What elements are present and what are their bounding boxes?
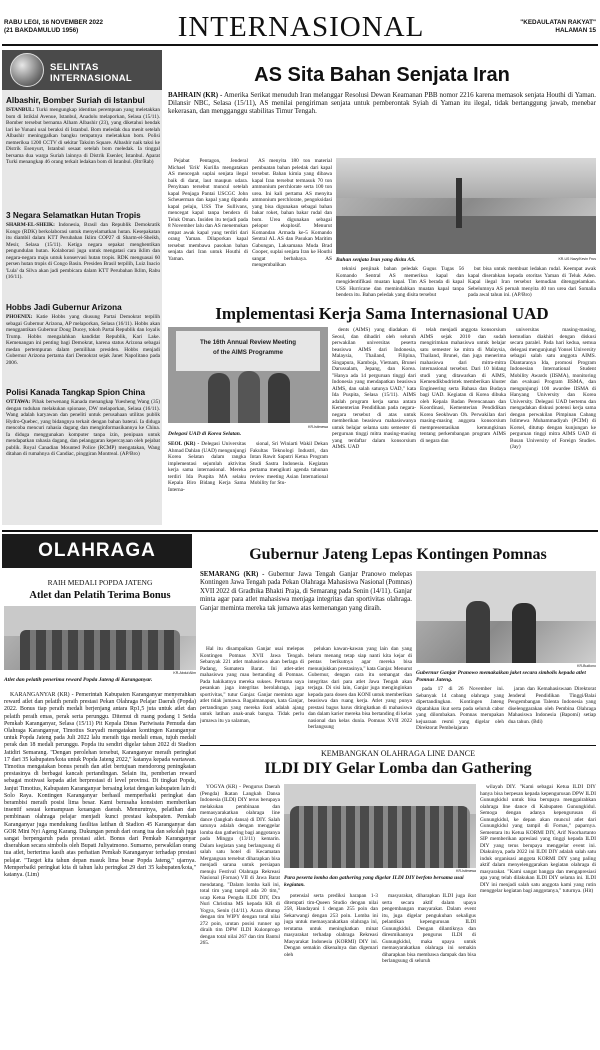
uad-banner-line1: The 16th Annual Review Meeting xyxy=(199,339,297,346)
diy-column-2b xyxy=(382,893,476,1044)
iran-lede xyxy=(168,91,596,156)
page-number: HALAMAN 15 xyxy=(555,27,596,34)
sidebar-story-4-dateline: OTTAWA: xyxy=(6,399,31,405)
iran-photo-deck xyxy=(336,216,596,254)
olahraga-banner xyxy=(2,534,192,568)
sidebar-story-1-title: Albashir, Bomber Suriah di Istanbul xyxy=(6,96,145,105)
pomnas-column-3 xyxy=(416,686,504,742)
diy-kicker: KEMBANGKAN OLAHRAGA LINE DANCE xyxy=(321,749,475,758)
pomnas-photo-credit: KR-Budiono xyxy=(577,664,596,668)
iran-headline: AS Sita Bahan Senjata Iran xyxy=(254,64,510,86)
uad-photo-banner xyxy=(176,331,320,371)
diy-column-3 xyxy=(480,784,596,1044)
diy-col2a-text: potensial serta prediksi harapan 1-3 ditempati tim-Queen Studio dengan nilai 258, Handayani 1 dengan 255 poin dan Sekarwangi dengan 253 poin. Lomba ini juga untuk memasyarakatkan olahraga ini, terutama untuk meningkatkan minat masyarakat terhadap olahraga Rekreasi Masyarakat Indonesia (KORMI) DIY ini. Dengan semakin dikenalnya dan digemari oleh xyxy=(284,893,378,958)
pomnas-col3-text: pada 17 di 26 November ini. Sebanyak 14 cabang olahraga yang dipertandingkan. Kontingen Jateng dipatahkan ikut serta pada seluruh cabor yang dilombakan. Pomnas merupakan kejuaraan resmi yang digelar oleh Direktorat Pembelajaran xyxy=(416,686,504,731)
sidebar-story-2-text: Indonesia, Brasil dan Republik Demokratik Kongo (RDK) berkolaborasi untuk menyelamatkan hutan. Kesepakatan itu diambil dalam KTT Perubahan Iklim COP27 di Sharm-el-Sheikh, Mesir, Selasa (15/11). Ketiga negara sepakat menghentikan pengundulan hutan. Kolaborasi juga untuk mengatasi cara iklim dan negara-negara maju untuk konservasi hutan tropis. RDK menguasai 60 persen hutan tropis di Congo Basin. Presiden Brasil terpilih, Luiz Inacio 'Lula' da Silva akan jadi pembicara dalam KTT Perubahan Iklim, Rabu (16/11). xyxy=(6,222,160,280)
uad-col5-text: universitas masing-masing, kemudian diakhiri dengan diskusi secara paralel. Pada hari kedua, semua delegasi mengunjungi Yonsei University sebagai salah satu anggota AIMS. Diantaranya Ida, promosi Program Indonesian International Student Mobility Awards (IISMA), monitoring dan evaluasi Program IISMA, dan mengunjungi 100 awardee IISMA di Hanyang University dan Korea University. Delegasi UAD bertemu dan mengadakan diskusi potensi kerja sama dengan perwakilan Pimpinan Cabang Istimewa Muhammadiyah (PCIM) di Korsel, ditutup dengan kunjungan ke perguruan tinggi mitra AIMS UAD di Busan University of Foreign Studies. (Jay) xyxy=(510,327,596,450)
uad-banner-line2: of the AIMS Programme xyxy=(213,349,283,356)
sidebar-story-2-dateline: SHARM-EL-SHEIK: xyxy=(6,222,55,228)
sidebar-story-4-body xyxy=(6,399,160,523)
iran-col1-text: Pejabat Pentagon, Jenderal Michael 'Erik' Kurilla mengatakan AS mencegah suplai senjata ilegal baik di darat, laut maupun udara. Penyitaan tersebut muncul setelah kapal Penjaga Pantai USCGC John Scheuerman dan kapal yang dipandu kapal pelaju, USS The Sullivans, mencegat kapal tanpa bendera di Teluk Oman. Insiden itu terjadi pada 8 November lalu dan AS menemukan empat awak kapal yang terdiri dari orang Yaman. Dilaporkan kapal tersebut membawa pasokan bahan senjata dari Iran untuk Houthi di Yaman. xyxy=(168,158,248,262)
pomnas-col1-text: Hal itu disampaikan Ganjar usai melepas Kontingen Pomnas XVII Jawa Tengah. Sebanyak 221 atlet mahasiswa akan berlaga di Padang, Sumatera Barat. Ini atlet-atlet mahasiswa yang mau bertanding di Pomnas. Pada hakikatnya mereka sukses. Pertama saya pesankan jaga integritas berolahraga, jaga sportivitas," tutur Ganjar. Ganjar meminta agar atlet tidak jumawa. Bagaimanapun, kata Ganjar, pertandingan yang mereka ikuti adalah ajang untuk latihan anak-anak bangsa. Tidak perlu jumawa itu ya salaman, xyxy=(200,646,304,724)
popda-body-text: KARANGANYAR (KR) - Pemerintah Kabupaten Karanganyar menyerahkan reward atlet dan pelatih peraih prestasi Pekan Olahraga Pelajar Daerah (Popda) 2022. Bonus tiap peraih medali berjenjang antara Rp1,5 juta untuk atlet dan pelatih peraih emas, perak serta perunggu. Ditemui di ruang podang 1 Setda Pemkab Karanganyar, Selasa (15/11) Pit Kepala Dinas Pariwisata Pemuda dan Olahraga Karanganyar, Timotius Suryadi mengatakan kontingen Karanganyar untuk Popda Jateng pada Juli 2022 lalu meraih tiga medali emas, tujuh medali perak dan 18 medali perunggu. Popda itu sendiri digelar tahun 2022 di Stadion Jatidiri Semarang. "Dengan perolehan tersebut, Karanganyar meraih peringkat 17 dari 35 kabupaten/kota untuk Popda Jateng 2022," katanya kepada wartawan. Timotius mengatakan bonus peraih dan atlet bertujuan mendorong peningkatan prestasinya di berbagai kancah pertandingan. Selain itu, pemberian reward sebagai motivasi kepada atlet berprestasi di level provinsi. Di tingkat Popda, Janjut Timotius, Kabupaten Karanganyar bersaing ketat dengan kabupaten lain di Solo Raya. Kontingen Karanganyar berhasil memperbaiki peringkat dan berambisi meraih posisi lima besar. Kami berusaha konsisten memberikan insentif sesuai kemampuan keuangan daerah. Menurutnya, pelatihan dan pembinaan olahraga pelajar menjadi kunci prestasi kabupaten. Pemkab Karanganyar juga mendukung fasilitas latihan di Stadion 45 Karanganyar dan GOR Mini Nyi Ageng Karang. Dukungan penuh dari orang tua dan sekolah juga sangat berpengaruh pada prestasi atlet. Bonus dari Pemkab Karanganyar diserahkan secara simbolis oleh Bupati Juliyatmono. Sumarno, perwakilan orang tua atlet, berterima kasih atas perhatian Pemkab Karanganyar terhadap prestasi pelajar. "Target kita tahun depan masuk lima besar Popda Jateng," ujarnya. Memperbaiki peringkat kita di tahun lalu peringkat 29 dari 35 kabupaten/kota," katanya. (Lim) xyxy=(4,692,196,879)
sidebar-selintas xyxy=(2,50,162,525)
uad-column-3 xyxy=(332,327,416,525)
uad-photo-person-2 xyxy=(238,371,260,423)
sidebar-story-4-title: Polisi Kanada Tangkap Spion China xyxy=(6,388,146,397)
uad-photo-credit: KR-Istimewa xyxy=(308,425,328,429)
iran-photo-caption: Bahan senjata Iran yang disita AS. xyxy=(336,257,416,263)
diy-photo xyxy=(284,784,476,868)
iran-col3-text: teknisi penjinak bahan peledak Gugus Tugas 56 Komando Sentral AS memeriksa kapal dan mengidentifikasi muatan kapal. Tim AS berada di kapal USS Hurricane dan memindahkan muatan kapal tanpa bendera itu. Bahan peledak yang disita tersebut xyxy=(336,266,464,298)
uad-headline: Implementasi Kerja Sama Internasional UAD xyxy=(215,304,549,323)
diy-divider xyxy=(200,745,596,746)
iran-column-1 xyxy=(168,158,248,298)
pomnas-photo-person-2 xyxy=(512,603,536,663)
popda-kicker: RAIH MEDALI POPDA JATENG xyxy=(47,578,153,587)
sidebar-story-4-text: Pihak berwenang Kanada menangkap Yuesheng Wang (35) dengan tuduhan melakukan spionase, DW melaporkan, Selasa (16/11). Wang adalah karyawan dan peneliti untuk perusahaan utilitas publik Hydro-Quebec, yang bidangnya terkait dengan bahan baterai. Ia diduga mencoba mencuri rahasia dagang dan menginformasikannya ke China. Ia diduga menggunakan komputer tanpa izin, penipuan untuk mendapatkan rahasia dagang, dan pelanggaran kepercayaan oleh pejabat publik. Royal Canadian Mounted Police (RCMP) mengatakan, Wang ditahan di rumahnya di Candiac, pinggiran Montreal. (AP/Bro) xyxy=(6,399,160,457)
diy-photo-caption: Para peserta lomba dan gathering yang digelar ILDI DIY berfoto bersama usai kegiatan. xyxy=(284,875,464,888)
pomnas-photo-person-1 xyxy=(466,601,490,663)
popda-photo-group xyxy=(20,630,180,670)
uad-photo-person-3 xyxy=(268,373,290,423)
sidebar-heading: SELINTAS INTERNASIONAL xyxy=(50,62,133,84)
pomnas-lede-dateline: SEMARANG (KR) - xyxy=(200,571,265,578)
iran-column-4 xyxy=(468,266,596,298)
iran-photo xyxy=(336,158,596,254)
popda-photo-caption: Atlet dan pelatih penerima reward Popda Jateng di Karanganyar. xyxy=(4,677,153,683)
section-divider xyxy=(2,530,598,532)
pomnas-column-4 xyxy=(508,686,596,742)
uad-photo-person-1 xyxy=(208,373,230,423)
uad-photo-caption: Delegasi UAD di Korea Selatan. xyxy=(168,431,242,437)
pomnas-col2-text: pelukan kawan-kawan yang lain dan yang belum menang tetap siap nanti kita kejar di pentas berikutnya agar mereka bisa menunjukkan prestasinya," kata Ganjar. Menurut Gubernur, dengan cara itu semangat dan integritas dari para atlet Jawa Tengah akan terjaga. Di sisi lain, Ganjar juga menginginkan kepada para dosen dan KONI untuk memberikan beasiswa dan ruang kerja. Atlet yang punya prestasi bagus harus ditingkatkan di mahasiswa dan dalam karier mereka bisa bertanding di kelas nasional dan kelas dunia. Pomnas XVII 2022 berlangsung xyxy=(308,646,412,730)
pomnas-lede-text: Gubernur Jawa Tengah Ganjar Pranowo melepas Kontingen Jawa Tengah pada Pekan Olahraga Mahasiswa Nasional (Pomnas) XVII 2022 di Gradhika Bhakti Praja, di Semarang pada Senin (14/11). Ganjar minta agar para atlet mahasiswa menjaga integritas dan sportivitas olahraga. Ganjar meminta mereka tak jumawa atas kemenangan yang diraih. xyxy=(200,571,412,612)
uad-col4-text: telah menjadi anggota konsorsium AIMS sejak 2010 dan sudah mengirimkan mahasiswa untuk belajar satu semester ke mitra di Malaysia, Thailand, Brunei, dan juga menerima mahasiswa dari mitra-mitra internasional tersebut. Dari 10 bidang studi yang ditawarkan di AIMS, Kemendikbudristek memberikan kluster Engineering serta Bahasa dan Budaya bagi UAD. Kegiatan di Korea dibuka oleh Kepala Badan Perencanaan dan Koordinasi, Kementerian Pendidikan Korea Seokhwan Oh. Perwakilan dari masing-masing anggota konsorsium mempresentasikan kemungkinan tentang perkembangan program AIMS di negara dan xyxy=(420,327,506,444)
sidebar-story-1-dateline: ISTANBUL: xyxy=(6,107,35,113)
iran-photo-crane xyxy=(456,178,462,228)
iran-column-3 xyxy=(336,266,464,298)
uad-column-5 xyxy=(510,327,596,525)
globe-icon xyxy=(10,53,44,87)
sidebar-story-1-body xyxy=(6,107,160,208)
uad-column-1 xyxy=(168,441,246,525)
uad-col2-text: sional, Sri Winiarti Wakil Dekan Fakultas Teknologi Industri, dan Intan Rawit Saputri Ketua Program Studi Sastra Indonesia. Kegiatan pertama mengikuti agenda tahunan review meeting Asian International Mobility for Stu- xyxy=(250,441,328,486)
uad-col3-text: dents (AIMS) yang diadakan di Seoul, dan dihadiri oleh seluruh perwakilan universitas peserta beasiswa AIMS dari Indonesia, Malaysia, Thailand, Filipina, Singapura, Kamboja, Vietnam, Brunei Darussalam, Jepang, dan Korea. "Hanya ada 14 perguruan tinggi dari Indonesia yang mendapatkan beasiswa AIMS, dan salah satunya UAD," kata Ida Puspita, Selasa (15/11). AIMS adalah program kerja sama antara Kementerian Pendidikan pada negara-negara tersebut di atas untuk memberikan beasiswa mahasiswanya untuk belajar selama satu semester di perguruan tinggi mitra masing-masing yang terdaftar dalam konsorsium AIMS. UAD xyxy=(332,327,416,450)
diy-headline: ILDI DIY Gelar Lomba dan Gathering xyxy=(264,760,532,777)
pomnas-column-2 xyxy=(308,646,412,742)
iran-photo-sky xyxy=(336,158,596,198)
diy-photo-group xyxy=(290,806,470,868)
uad-col1-text: Delegasi Universitas Ahmad Dahlan (UAD) mengunjungi Korea Selatan dalam rangka implementasi sejumlah aktivitas kerja sama internasional. Mereka terdiri Ida Puspita MA selaku Kepala Biro Bidang Kerja Sama Interna- xyxy=(168,441,246,493)
newspaper-name: "KEDAULATAN RAKYAT" xyxy=(520,19,596,26)
popda-headline: Atlet dan Pelatih Terima Bonus xyxy=(29,590,171,601)
pomnas-col4-text: jaran dan Kemahasiswaan Direktorat Jenderal Pendidikan Tinggi/Balai Pengembangan Talenta Indonesia yang diselenggarakan oleh Pembina Olahraga Mahasiswa Indonesia (Bapomi) setiap dua tahun. (Bdi) xyxy=(508,686,596,725)
sidebar-story-3-body xyxy=(6,314,160,384)
diy-col3-text: wilayah DIY. "Kami sebagai Ketua ILDI DIY hanya bisa berpesan kepada kepengurusan DPW ILDI Gunungkidul untuk bisa berupaya menggairahkan olahraga line dance di Kabupaten Gunungkidul. Semoga dengan adanya kepengurusan di Gunungkidul, ke depan akan muncul atlet dari Gunungkidul yang tampil di Fornas," paparnya. Sementara itu Ketua KORMI DIY, Arif Noorhartanto SIP memberikan apresiasi yang tinggi kepada ILDI DIY yang terus berupaya menggelar event ini. Diakuinya, pada 2022 ini ILDI DIY adalah salah satu induk organisasi anggota KORMI DIY yang paling aktif dalam menyelenggarakan kegiatan olahraga di masyarakat. "Kami sangat bangga dan mengapresiasi apa yang telah dilakukan ILDI DIY selama ini. ILDI DIY ini menjadi salah satu anggota kami yang rutin menggelar kegiatan bagi anggotanya," tuturnya. (Hit) xyxy=(480,784,596,894)
iran-col2-text: AS menyita 180 ton material pembuatan bahan peledak dari kapal tersebut. Bahan kimia yang dibawa kapal Iran tersebut termasuk 70 ton ammonium perchlorate serta 100 ton urea. Ini kali pertama AS menyita ammonium perchlorate, pengoksidasi yang bisa digunakan sebagai bahan bakar roket, bahan bakar rudal dan bom. Urea digunakan sebagai pelopor eksplosif. Menurut Komandan Armada ke-5 Komando Sentral AL AS dan Pasukan Maritim Gabungan, Laksamana Muda Brad Cooper, suplai senjata Iran ke Houthi sangat berbahaya. AS mengembalikan xyxy=(252,158,332,268)
diy-photo-credit: KR-Istimewa xyxy=(456,869,476,873)
sidebar-story-2-body xyxy=(6,222,160,300)
sidebar-story-3-dateline: PHOENIX: xyxy=(6,314,33,320)
iran-lede-text: Amerika Serikat menuduh Iran melanggar Resolusi Dewan Keamanan PBB nomor 2216 karena memasok senjata Houthi di Yaman. Dilansir NBC, Selasa (15/11), AS menilai pengiriman senjata untuk pemberontak Syiah di Yaman itu ilegal, tidak bertanggung jawab, menebar kekerasan, dan mengganggu stabilitas Timur Tengah. xyxy=(168,91,596,115)
uad-col1-dateline: SEOL (KR) - xyxy=(168,441,200,447)
masthead-rule xyxy=(2,44,598,46)
sidebar-story-3-text: Katie Hobbs yang diusung Partai Demokrat terpilih sebagai Gubernur Arizona, AP melaporkan, Selasa (16/11). Hobbs akan menggantikan Gubernur Doug Ducey, tokoh Partai Republik dan loyalis Trump. Hobbs mengalahkan kandidat Republik, Kari Lake. Kemenangan ini penting bagi Demokrat, karena status Arizona sebagai medan pertempuran dalam pemilihan presiden. Hobbs menjadi Gubernur Arizona pertama dari Demokrat sejak Janet Napolitano pada 2006. xyxy=(6,314,160,366)
iran-photo-credit: KR-US Navy/Kevin Frus xyxy=(558,257,596,261)
masthead xyxy=(0,0,600,46)
iran-col4-text: but bisa untuk membuat ledakan rudal. Keempat awak kapal diserahkan kepada otoritas Yaman di Teluk Aden. Kapal ilegal Iran tersebut kemudian ditenggelamkan. Sebelumnya AS pernah menyita 40 ton urea dari Somalia pada awal tahun ini. (AP/Bro) xyxy=(468,266,596,298)
page-title: INTERNASIONAL xyxy=(177,11,425,43)
sidebar-story-3-title: Hobbs Jadi Gubernur Arizona xyxy=(6,303,122,312)
date-line-2: (21 BAKDAMULUD 1956) xyxy=(4,27,79,34)
pomnas-headline: Gubernur Jateng Lepas Kontingen Pomnas xyxy=(249,546,547,563)
uad-column-4 xyxy=(420,327,506,525)
diy-col2b-text: masyarakat, diharapkan ILDI juga ikut serta secara aktif dalam upaya pengembangan masyarakat. Dalam event itu, juga digelar pengukuhan sekaligus pelantikan kepengurusan ILDI Gunungkidul. Dengan dilantiknya dan diresmikannya pengurus ILDI di Gunungkidul, maka upaya untuk memasyarakatkan olahraga ini semakin diharapkan bisa membawa dampak dan bisa berlangsung di seluruh xyxy=(382,893,476,964)
sidebar-story-2-title: 3 Negara Selamatkan Hutan Tropis xyxy=(6,211,141,220)
pomnas-photo xyxy=(416,571,596,663)
uad-photo xyxy=(168,327,328,423)
date-line-1: RABU LEGI, 16 NOVEMBER 2022 xyxy=(4,19,104,26)
pomnas-column-1 xyxy=(200,646,304,742)
pomnas-photo-caption: Gubernur Ganjar Pranowo memakaikan jaket secara simbolis kepada atlet Pomnas Jateng. xyxy=(416,670,586,683)
iran-lede-dateline: BAHRAIN (KR) - xyxy=(168,91,223,99)
section-title: OLAHRAGA xyxy=(38,540,156,561)
diy-column-1 xyxy=(200,784,280,1044)
pomnas-photo-backdrop xyxy=(416,571,596,621)
uad-column-2 xyxy=(250,441,328,525)
diy-col1-text: YOGYA (KR) - Pengurus Daerah (Pengda) Ikatan Langkah Dansa Indonesia (ILDI) DIY terus berupaya melakukan pembinaan dan memasyarakatkan olahraga line dance (langkah dansa) di DIY. Salah satunya adalah dengan menggelar lomba dan gathering bagi anggotanya pada Minggu (13/11) kemarin. Dalam kegiatan yang berlangsung di salah satu hotel di Kecamatan Mergangsan tersebut diharapkan bisa menjadi sarana untuk persiapan menuju Festival Olahraga Rekreasi Nasional (Fornas) VII di Jawa Barat mendatang. "Dalam lomba kali ini, total tim yang tampil ada 20 tim," ucap Ketua Pengda ILDI DIY, Dra Nuri Christina MS kepada KR di Yogya, Senin (14/11). Acara ditutup dengan tim WIPY dengan total nilai 272 poin, urutan posisi runner up diraih tim DPW ILDI Kulonprogo dengan total nilai 267 dan tim Bantul 265. xyxy=(200,784,280,946)
iran-column-2 xyxy=(252,158,332,298)
sidebar-header xyxy=(2,50,162,90)
diy-column-2a xyxy=(284,893,378,1044)
popda-photo-credit: KR-Abdul Alim xyxy=(173,671,196,675)
popda-photo xyxy=(4,606,196,670)
pomnas-lede xyxy=(200,571,412,643)
sidebar-story-1-text: Turki mengungkap identitas perempuan yang meletakkan bom di Istiklal Avenue, Istanbul, Anadolu melaporkan, Selasa (15/11). Bomber tersebut bernama Alham Albashir (23), yang diketahui hendak lari ke Yunani usai beraksi di Istanbul. Bom meledak dua menit setelah Albashir meninggalkan bangku tempatnya meletakkan bom. Polisi memeriksa 1200 CCTV di sekitar Taksim Square. Albashir naik taksi ke Distrik Esenyurt, Istanbul sesaat setelah bom meledak. Ia tinggal bersama dua warga Suriah lainnya di Distrik Esenler, Istanbul. Aparat Turki menangkap 46 orang terkait ledakan bom di Istanbul. (Rtr/Rab) xyxy=(6,107,160,165)
popda-body xyxy=(4,692,196,1044)
